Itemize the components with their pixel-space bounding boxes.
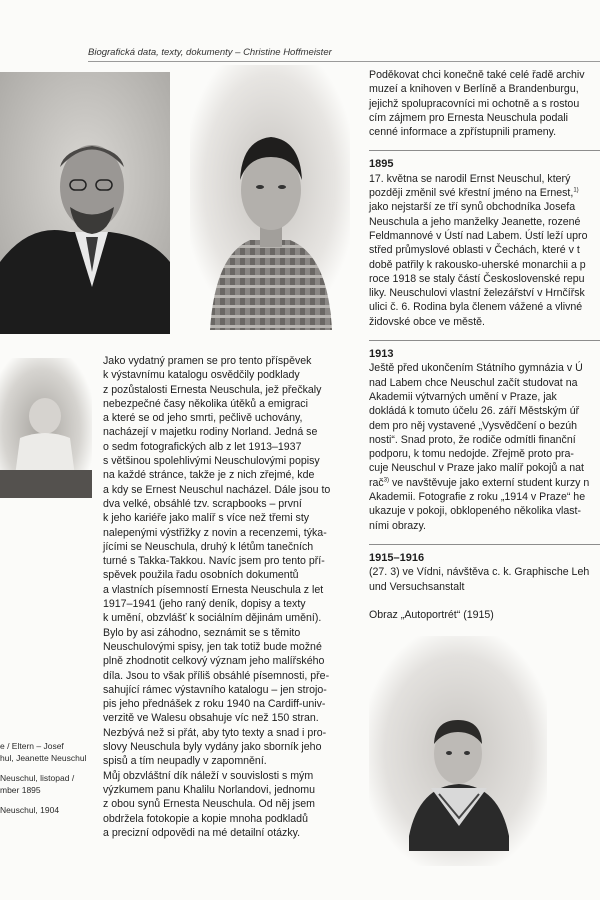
text-line: židovské obce ve městě.: [369, 315, 485, 328]
caption-baby-2: mber 1895: [0, 785, 41, 795]
chronology-section: [369, 340, 600, 533]
text-line: Akademii. Fotografie z roku „1914 v Praze“ he: [369, 491, 586, 504]
text-line: liky. Neuschulovi vlastní železářství v Hrnčířsk: [369, 287, 585, 300]
text-line: k umění, obzvlášť k sociálním dějinám umění).: [103, 612, 322, 625]
text-line: na každé stránce, takže je z nich zřejmé, kde: [103, 469, 315, 482]
text-line: und Versuchsanstalt: [369, 580, 465, 593]
running-head: Biografická data, texty, dokumenty – Christine Hoffmeister: [88, 47, 332, 58]
section-rule: [369, 150, 600, 151]
text-line: dokládá k tomuto účelu 26. září Městským úř: [369, 405, 580, 418]
text-line: jako nejstarší ze tří synů obchodníka Josefa: [369, 201, 576, 214]
text-line: nacházejí v majetku rodiny Norland. Jedná se: [103, 426, 318, 439]
text-line: 17. května se narodil Ernst Neuschul, který: [369, 172, 571, 185]
text-line: podporu, k tomu nedojde. Zřejmě proto pra-: [369, 448, 574, 461]
chronology-section: [369, 544, 600, 622]
text-line: a precizní odpovědi na mé detailní otázky.: [103, 826, 301, 839]
header-rule: [88, 61, 600, 62]
text-line: výzkumem panu Khalilu Norlandovi, jednomu: [103, 783, 315, 796]
text-line: cenné informace a zpřístupnili prameny.: [369, 126, 557, 139]
text-line: nad Labem chce Neuschul začít studovat na: [369, 376, 578, 389]
text-line: pis jeho přednášek z roku 1940 na Cardiff-univ-: [103, 698, 326, 711]
text-line: roce 1918 se staly částí Československé repu: [369, 272, 585, 285]
text-line: slovy Neuschula byly vydány jako sborník jeho: [103, 741, 322, 754]
text-line: Neuschula a jeho manželky Jeanette, rozené: [369, 215, 581, 228]
chronology-year: 1895: [369, 158, 394, 171]
middle-text-column: [103, 354, 353, 840]
caption-baby-1: Neuschul, listopad /: [0, 773, 75, 783]
text-line: Nezbývá než si přát, aby tyto texty a snad i pro-: [103, 726, 327, 739]
text-line: Obraz „Autoportrét“ (1915): [369, 609, 494, 622]
right-text-column: [369, 68, 600, 633]
text-line: (27. 3) ve Vídni, návštěva c. k. Graphische Leh: [369, 566, 590, 579]
text-line: a které se od jeho smrti, pečlivě uchovány,: [103, 412, 303, 425]
text-line: verzitě ve Walesu obsahuje víc než 150 stran.: [103, 712, 319, 725]
text-line: z obou synů Ernesta Neuschula. Od něj jsem: [103, 798, 315, 811]
text-line: Feldmannové v Ústí nad Labem. Ústí leží upro: [369, 229, 588, 242]
caption-boy: Neuschul, 1904: [0, 805, 60, 815]
text-line: cím zájmem pro Ernesta Neuschula podali: [369, 111, 569, 124]
text-line: cuje Neuschul v Praze jako malíř pokojů a nat: [369, 462, 584, 475]
text-line: nalepenými výstřižky z novin a recenzemi, týka-: [103, 526, 327, 539]
text-line: dem pro něj vystavené „Vysvědčení o bezúh: [369, 419, 578, 432]
text-line: Můj obzvláštní dík náleží v souvislosti s mým: [103, 769, 314, 782]
chronology-section: [369, 150, 600, 329]
text-line: díla. Jsou to však příliš obsáhlé písemnosti, pře-: [103, 669, 330, 682]
text-line: a kdy se Ernest Neuschul nacházel. Dále jsou to: [103, 483, 331, 496]
text-line: střed průmyslové oblasti v Čechách, které v t: [369, 244, 580, 257]
text-line: nosti“. Snad proto, že rodiče odmítli finanční: [369, 433, 576, 446]
text-line: k jeho kariéře jako malíř s více než třemi sty: [103, 512, 310, 525]
text-line: s většinou spolehlivými Neuschulovými popisy: [103, 455, 320, 468]
text-line: ními obrazy.: [369, 519, 426, 532]
text-line: Ještě před ukončením Státního gymnázia v Ú: [369, 362, 583, 375]
text-line: Poděkovat chci konečně také celé řadě archiv: [369, 69, 585, 81]
text-line: ulici č. 6. Rodina byla členem vážené a vlivné: [369, 301, 583, 314]
text-line: k výstavnímu katalogu osvědčily podklady: [103, 369, 300, 382]
text-line: spisů a tím neupadly v zapomnění.: [103, 755, 267, 768]
photo-captions: [0, 740, 100, 816]
text-line: obdržela fotokopie a kopie mnoha podkladů: [103, 812, 308, 825]
text-line: muzeí a knihoven v Berlíně a Brandenburgu,: [369, 83, 579, 96]
text-line: ukazuje v pokoji, obklopeného několika vlast-: [369, 505, 582, 518]
text-line: Akademii výtvarných umění v Praze, jak: [369, 390, 557, 403]
baby-portrait: [0, 358, 92, 498]
portrait-of-man-with-glasses: [0, 72, 170, 334]
text-line: později změnil své křestní jméno na Ernest,$^{1)}$: [369, 187, 579, 200]
section-rule: [369, 340, 600, 341]
boy-in-sailor-collar-portrait: [369, 636, 547, 866]
text-line: [369, 594, 600, 608]
chronology-year: 1915–1916: [369, 551, 425, 564]
text-line: a vlastních písemností Ernesta Neuschula z let: [103, 583, 324, 596]
chronology-year: 1913: [369, 348, 394, 361]
text-line: nebezpečné časy několika útěků a emigraci: [103, 397, 308, 410]
portrait-of-woman-in-checked-dress: [190, 65, 350, 330]
text-line: 1917–1941 (jeho raný deník, dopisy a texty: [103, 598, 306, 611]
text-line: turné s Takka-Takkou. Navíc jsem pro tento pří-: [103, 555, 325, 568]
caption-parents-1: e / Eltern – Josef: [0, 741, 64, 751]
text-line: dva velké, obsáhlé tzv. scrapbooks – první: [103, 497, 302, 510]
text-line: Bylo by asi záhodno, seznámit se s těmito: [103, 626, 301, 639]
text-line: době patřily k rakousko-uherské monarchii a p: [369, 258, 586, 271]
text-line: z pozůstalosti Ernesta Neuschula, jež přečkaly: [103, 383, 322, 396]
text-line: Jako vydatný pramen se pro tento příspěvek: [103, 355, 312, 367]
text-line: plně zhodnotit celkový význam jeho malířského: [103, 655, 325, 668]
text-line: rač$^{3)}$ ve navštěvuje jako externí student kurzy n: [369, 476, 590, 489]
text-line: o sedm fotografických alb z let 1913–1937: [103, 440, 302, 453]
caption-parents-2: hul, Jeanette Neuschul: [0, 753, 87, 763]
section-rule: [369, 544, 600, 545]
text-line: spěvek použila řadu osobních dokumentů: [103, 569, 299, 582]
footnote-mark: 3): [383, 477, 390, 484]
acknowledgement-paragraph: [369, 68, 600, 139]
text-line: jícími se Neuschula, druhý k létům tanečních: [103, 540, 314, 553]
footnote-mark: 1): [573, 187, 579, 194]
text-line: Neuschulovými spisy, jen tak totiž bude možné: [103, 640, 322, 653]
text-line: jejichž spolupracovníci mi ochotně a s rostou: [369, 97, 580, 110]
text-line: sahující rámec výstavního katalogu – jen strojo-: [103, 683, 327, 696]
